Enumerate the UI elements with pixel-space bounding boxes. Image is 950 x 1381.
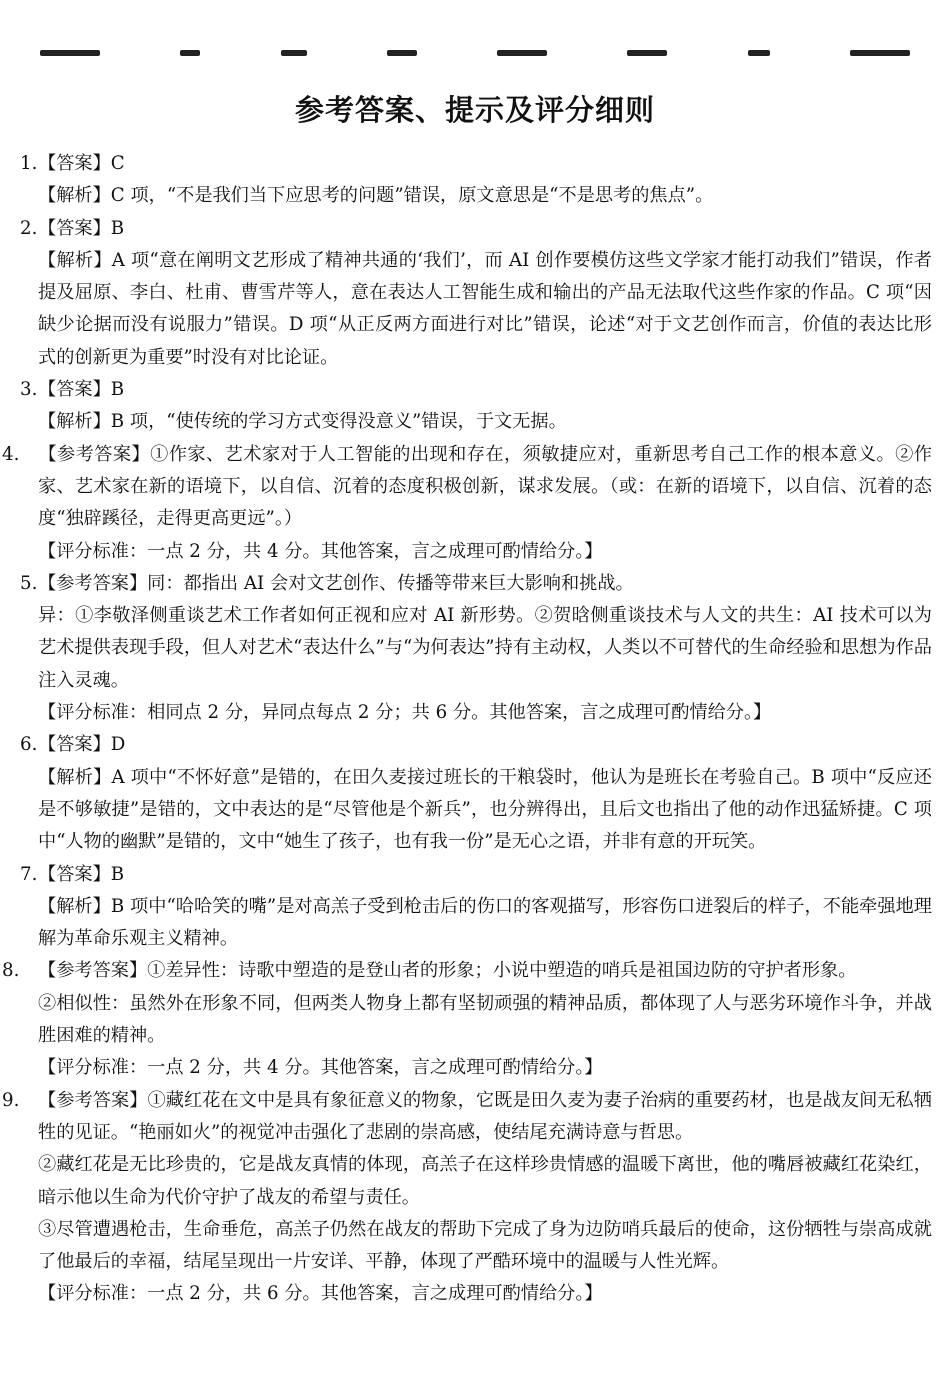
scoring-text: 【评分标准：一点 2 分，共 4 分。其他答案，言之成理可酌情给分。】: [38, 540, 603, 562]
answer-item-2: [20, 213, 932, 374]
scoring-text: 【评分标准：一点 2 分，共 4 分。其他答案，言之成理可酌情给分。】: [38, 1057, 603, 1079]
item-number: 9.: [2, 1089, 20, 1111]
page-title: 参考答案、提示及评分细则: [294, 93, 655, 127]
analysis-text: 【解析】A 项“意在阐明文艺形成了精神共通的‘我们’，而 AI 创作要模仿这些文学家才能打动我们”错误，作者提及屈原、李白、杜甫、曹雪芹等人，意在表达人工智能生成和输出的产品无法取代这些作家的作品。C 项“因缺少论据而没有说服力”错误。D 项“从正反两方面进行对比”错误，论述“对于文艺创作而言，价值的表达比形式的创新更为重要”时没有对比论证。: [38, 249, 932, 368]
answer-list: [2, 148, 932, 1311]
answer-text: 【答案】C: [38, 153, 125, 174]
answer-text: 【参考答案】①差异性：诗歌中塑造的是登山者的形象；小说中塑造的哨兵是祖国边防的守护者形象。: [38, 960, 857, 982]
cropped-header-marks: [40, 46, 910, 60]
answer-text: 【参考答案】同：都指出 AI 会对文艺创作、传播等带来巨大影响和挑战。: [38, 572, 634, 594]
answer-text: 【参考答案】①藏红花在文中是具有象征意义的物象，它既是田久麦为妻子治病的重要药材，也是战友间无私牺牲的见证。“艳丽如火”的视觉冲击强化了悲剧的崇高感，使结尾充满诗意与哲思。: [38, 1089, 932, 1143]
answer-item-4: [2, 439, 932, 568]
difference-text: 异：①李敬泽侧重谈艺术工作者如何正视和应对 AI 新形势。②贺晗侧重谈技术与人文的共生：AI 技术可以为艺术提供表现手段，但人对艺术“表达什么”与“为何表达”持有主动权，人类以不可替代的生命经验和思想为作品注入灵魂。: [38, 605, 932, 691]
analysis-text: 【解析】C 项，“不是我们当下应思考的问题”错误，原文意思是“不是思考的焦点”。: [38, 185, 714, 207]
answer-item-6: [20, 729, 932, 858]
answer-item-1: [20, 148, 932, 213]
scoring-text: 【评分标准：相同点 2 分，异同点每点 2 分；共 6 分。其他答案，言之成理可酌情给分。】: [38, 702, 772, 724]
analysis-text: 【解析】B 项，“使传统的学习方式变得没意义”错误，于文无据。: [38, 411, 567, 433]
answer-item-8: [2, 955, 932, 1084]
item-number: 4.: [2, 443, 20, 465]
answer-text: 【答案】B: [38, 863, 125, 885]
item-number: 8.: [2, 960, 20, 982]
item-number: 6.: [20, 734, 38, 756]
point-two-text: ②藏红花是无比珍贵的，它是战友真情的体现，高羔子在这样珍贵情感的温暖下离世，他的嘴唇被藏红花染红，暗示他以生命为代价守护了战友的希望与责任。: [38, 1154, 932, 1208]
item-number: 1.: [20, 153, 38, 174]
point-three-text: ③尽管遭遇枪击，生命垂危，高羔子仍然在战友的帮助下完成了身为边防哨兵最后的使命，这份牺牲与崇高成就了他最后的幸福，结尾呈现出一片安详、平静，体现了严酷环境中的温暖与人性光辉。: [38, 1218, 932, 1273]
answer-text: 【答案】B: [38, 217, 125, 239]
answer-text: 【答案】D: [38, 734, 126, 756]
item-number: 3.: [20, 379, 38, 401]
scoring-text: 【评分标准：一点 2 分，共 6 分。其他答案，言之成理可酌情给分。】: [38, 1283, 603, 1305]
answer-item-7: [20, 859, 932, 956]
similarity-text: ②相似性：虽然外在形象不同，但两类人物身上都有坚韧顽强的精神品质，都体现了人与恶劣环境作斗争，并战胜困难的精神。: [38, 992, 932, 1047]
answer-item-9: [2, 1085, 932, 1311]
analysis-text: 【解析】A 项中“不怀好意”是错的，在田久麦接过班长的干粮袋时，他认为是班长在考验自己。B 项中“反应还是不够敏捷”是错的，文中表达的是“尽管他是个新兵”，也分辨得出，且后文也指出了他的动作迅猛矫捷。C 项中“人物的幽默”是错的，文中“她生了孩子，也有我一份”是无心之语，并非有意的开玩笑。: [38, 766, 932, 853]
answer-item-3: [20, 374, 932, 439]
answer-text: 【参考答案】①作家、艺术家对于人工智能的出现和存在，须敏捷应对，重新思考自己工作的根本意义。②作家、艺术家在新的语境下，以自信、沉着的态度积极创新，谋求发展。（或：在新的语境下，以自信、沉着的态度“独辟蹊径，走得更高更远”。）: [38, 443, 932, 530]
item-number: 7.: [20, 863, 38, 885]
answer-text: 【答案】B: [38, 379, 125, 401]
answer-item-5: [20, 568, 932, 729]
item-number: 2.: [20, 217, 38, 239]
analysis-text: 【解析】B 项中“哈哈笑的嘴”是对高羔子受到枪击后的伤口的客观描写，形容伤口迸裂后的样子，不能牵强地理解为革命乐观主义精神。: [38, 895, 932, 950]
item-number: 5.: [20, 572, 38, 594]
